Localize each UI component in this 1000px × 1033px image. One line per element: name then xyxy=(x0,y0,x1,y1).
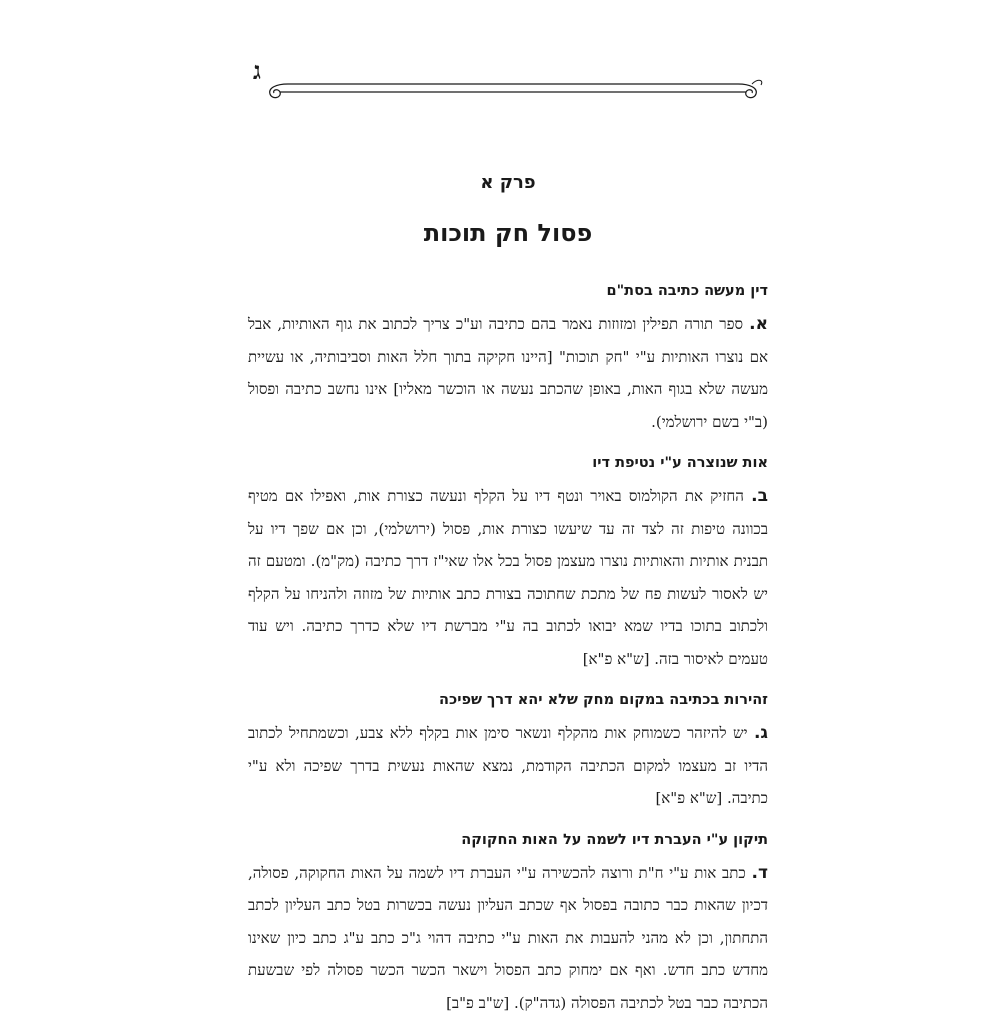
chapter-label: פרק א xyxy=(480,172,536,193)
section-heading: תיקון ע"י העברת דיו לשמה על האות החקוקה xyxy=(461,831,768,848)
section-letter: ב. xyxy=(751,486,768,506)
section-4 xyxy=(248,829,768,1020)
section-letter: א. xyxy=(749,314,768,334)
section-text: ספר תורה תפילין ומזוזות נאמר בהם כתיבה וע"כ צריך לכתוב את גוף האותיות, אבל אם נוצרו האותיות ע"י "חק תוכות" [היינו חקיקה בתוך חלל האות וסביבותיה, או עשיית מעשה שלא בגוף האות, באופן שהכתב נעשה או הוכשר מאליו] אינו נחשב כתיבה ופסול (ב"י בשם ירושלמי). xyxy=(248,315,768,431)
section-2 xyxy=(248,452,768,675)
section-3 xyxy=(248,689,768,815)
section-1 xyxy=(248,280,768,438)
section-letter: ג. xyxy=(753,723,768,743)
section-heading: זהירות בכתיבה במקום מחק שלא יהא דרך שפיכה xyxy=(439,692,768,708)
section-text: החזיק את הקולמוס באויר ונטף דיו על הקלף ונעשה כצורת אות, ואפילו אם מטיף בכוונה טיפות זה לצד זה עד שיעשו כצורת אות, פסול (ירושלמי), וכן אם שפך דיו על תבנית אותיות והאותיות נוצרו מעצמן פסול בכל אלו שאי"ז דרך כתיבה (מק"מ). ומטעם זה יש לאסור לעשות פח של מתכת שחתוכה בצורת כתב אותיות של מזוזה ולהניחו על הקלף ולכתוב בתוכו בדיו שמא יבואו לכתוב בה ע"י מברשת דיו שלא כדרך כתיבה. ויש עוד טעמים לאיסור בזה. [ש"א פ"א] xyxy=(248,487,768,668)
section-paragraph xyxy=(248,308,768,438)
page-content xyxy=(248,170,768,1033)
section-paragraph xyxy=(248,857,768,1020)
section-heading: אות שנוצרה ע"י נטיפת דיו xyxy=(592,455,768,471)
section-paragraph xyxy=(248,717,768,815)
section-letter: ד. xyxy=(751,862,768,883)
page-number: ג xyxy=(253,56,261,85)
section-heading: דין מעשה כתיבה בסת"ם xyxy=(606,283,768,299)
ornamental-header-rule xyxy=(258,58,768,102)
section-paragraph xyxy=(248,480,768,675)
section-text: יש להיזהר כשמוחק אות מהקלף ונשאר סימן אות בקלף ללא צבע, וכשמתחיל לכתוב הדיו זב מעצמו למקום הכתיבה הקודמת, נמצא שהאות נעשית בדרך שפיכה ולא ע"י כתיבה. [ש"א פ"א] xyxy=(248,724,768,807)
chapter-title: פסול חק תוכות xyxy=(423,219,593,247)
section-text: כתב אות ע"י ח"ת ורוצה להכשירה ע"י העברת דיו לשמה על האות החקוקה, פסולה, דכיון שהאות כבר כתובה בפסול אף שכתב העליון נעשה בכשרות בטל כתב העליון לכתב התחתון, וכן לא מהני להעבות את האות ע"י כתיבה דהוי ג"כ כתב ע"ג כתב כיון שאינו מחדש כתב חדש. ואף אם ימחוק כתב הפסול וישאר הכשר הכשר פסולה לפי שבשעת הכתיבה כבר בטל לכתיבה הפסולה (גדה"ק). [ש"ב פ"ב] xyxy=(248,863,768,1012)
